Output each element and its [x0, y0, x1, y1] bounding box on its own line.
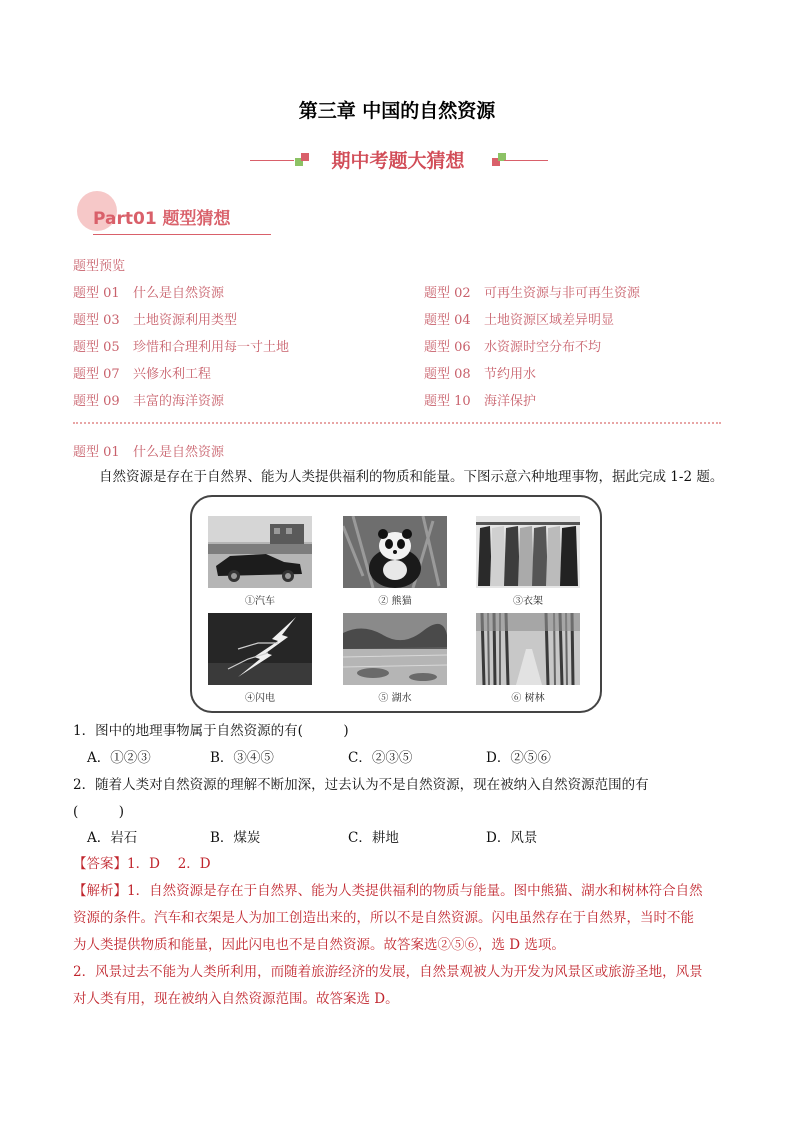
- topic-link-03[interactable]: 题型 03 土地资源利用类型: [73, 313, 238, 328]
- circled-answer-numbers: ②⑤⑥: [437, 937, 478, 953]
- section-heading: 题型 01 什么是自然资源: [73, 445, 225, 460]
- lightning-photo: [208, 613, 312, 685]
- question-2-paren: ( ): [73, 804, 125, 820]
- caption-panda: ② 熊猫: [378, 596, 412, 607]
- figure-panel: [190, 495, 602, 713]
- banner: [248, 144, 548, 174]
- forest-photo: [476, 613, 580, 685]
- banner-left-line: [250, 160, 294, 161]
- topic-link-06[interactable]: 题型 06 水资源时空分布不均: [424, 340, 602, 355]
- intro-text: 自然资源是存在于自然界、能为人类提供福利的物质和能量。下图示意六种地理事物，据此完成 1-2 题。: [99, 469, 724, 485]
- clothes-rack-photo: [476, 516, 580, 588]
- answer-text: 1．D 2．D: [127, 856, 211, 872]
- topic-link-07[interactable]: 题型 07 兴修水利工程: [73, 367, 212, 382]
- topic-link-10[interactable]: 题型 10 海洋保护: [424, 394, 537, 409]
- lake-photo: [343, 613, 447, 685]
- q2-option-c[interactable]: C．耕地: [348, 830, 399, 846]
- banner-title: 期中考题大猜想: [331, 150, 465, 172]
- q2-option-a[interactable]: A．岩石: [87, 830, 138, 846]
- topic-preview-list: [73, 282, 733, 412]
- question-1-stem: 1．图中的地理事物属于自然资源的有( ): [73, 723, 349, 739]
- part-title: Part01 题型猜想: [93, 209, 231, 229]
- answer-label: 【答案】: [73, 856, 127, 872]
- analysis-line-1: 【解析】1．自然资源是存在于自然界、能为人类提供福利的物质与能量。图中熊猫、湖水和树林符合自然: [73, 883, 703, 899]
- analysis-label: 【解析】: [73, 883, 127, 899]
- topic-link-08[interactable]: 题型 08 节约用水: [424, 367, 537, 382]
- topic-link-04[interactable]: 题型 04 土地资源区域差异明显: [424, 313, 615, 328]
- caption-forest: ⑥ 树林: [511, 693, 545, 704]
- analysis-line-5: 对人类有用，现在被纳入自然资源范围。故答案选 D。: [73, 991, 399, 1007]
- q1-option-b[interactable]: B．③④⑤: [210, 750, 274, 766]
- page-title: 第三章 中国的自然资源: [298, 100, 496, 122]
- caption-lightning: ④闪电: [245, 693, 275, 704]
- panda-photo: [343, 516, 447, 588]
- q2-option-b[interactable]: B．煤炭: [210, 830, 261, 846]
- preview-label: 题型预览: [73, 259, 126, 274]
- banner-left-red-square: [301, 153, 309, 161]
- caption-car: ①汽车: [245, 596, 275, 607]
- q2-option-d[interactable]: D．风景: [486, 830, 538, 846]
- answer-line: [73, 851, 211, 878]
- part-underline: [93, 234, 271, 235]
- topic-link-09[interactable]: 题型 09 丰富的海洋资源: [73, 394, 225, 409]
- caption-lake: ⑤ 湖水: [378, 693, 412, 704]
- car-photo: [208, 516, 312, 588]
- topic-link-01[interactable]: 题型 01 什么是自然资源: [73, 286, 225, 301]
- q1-option-c[interactable]: C．②③⑤: [348, 750, 413, 766]
- analysis-line-4: 2．风景过去不能为人类所利用，而随着旅游经济的发展，自然景观被人为开发为风景区或旅游圣地，风景: [73, 964, 703, 980]
- q1-option-a[interactable]: A．①②③: [87, 750, 151, 766]
- analysis-line-3: 为人类提供物质和能量，因此闪电也不是自然资源。故答案选②⑤⑥，选 D 选项。: [73, 937, 565, 953]
- topic-link-05[interactable]: 题型 05 珍惜和合理利用每一寸土地: [73, 340, 290, 355]
- topic-link-02[interactable]: 题型 02 可再生资源与非可再生资源: [424, 286, 641, 301]
- banner-right-line: [504, 160, 548, 161]
- dotted-divider: [73, 422, 721, 424]
- q1-option-d[interactable]: D．②⑤⑥: [486, 750, 551, 766]
- analysis-line-2: 资源的条件。汽车和衣架是人为加工创造出来的，所以不是自然资源。闪电虽然存在于自然界，当时不能: [73, 910, 694, 926]
- caption-clothes-rack: ③衣架: [513, 596, 543, 607]
- question-2-stem: 2．随着人类对自然资源的理解不断加深，过去认为不是自然资源，现在被纳入自然资源范围的有: [73, 777, 649, 793]
